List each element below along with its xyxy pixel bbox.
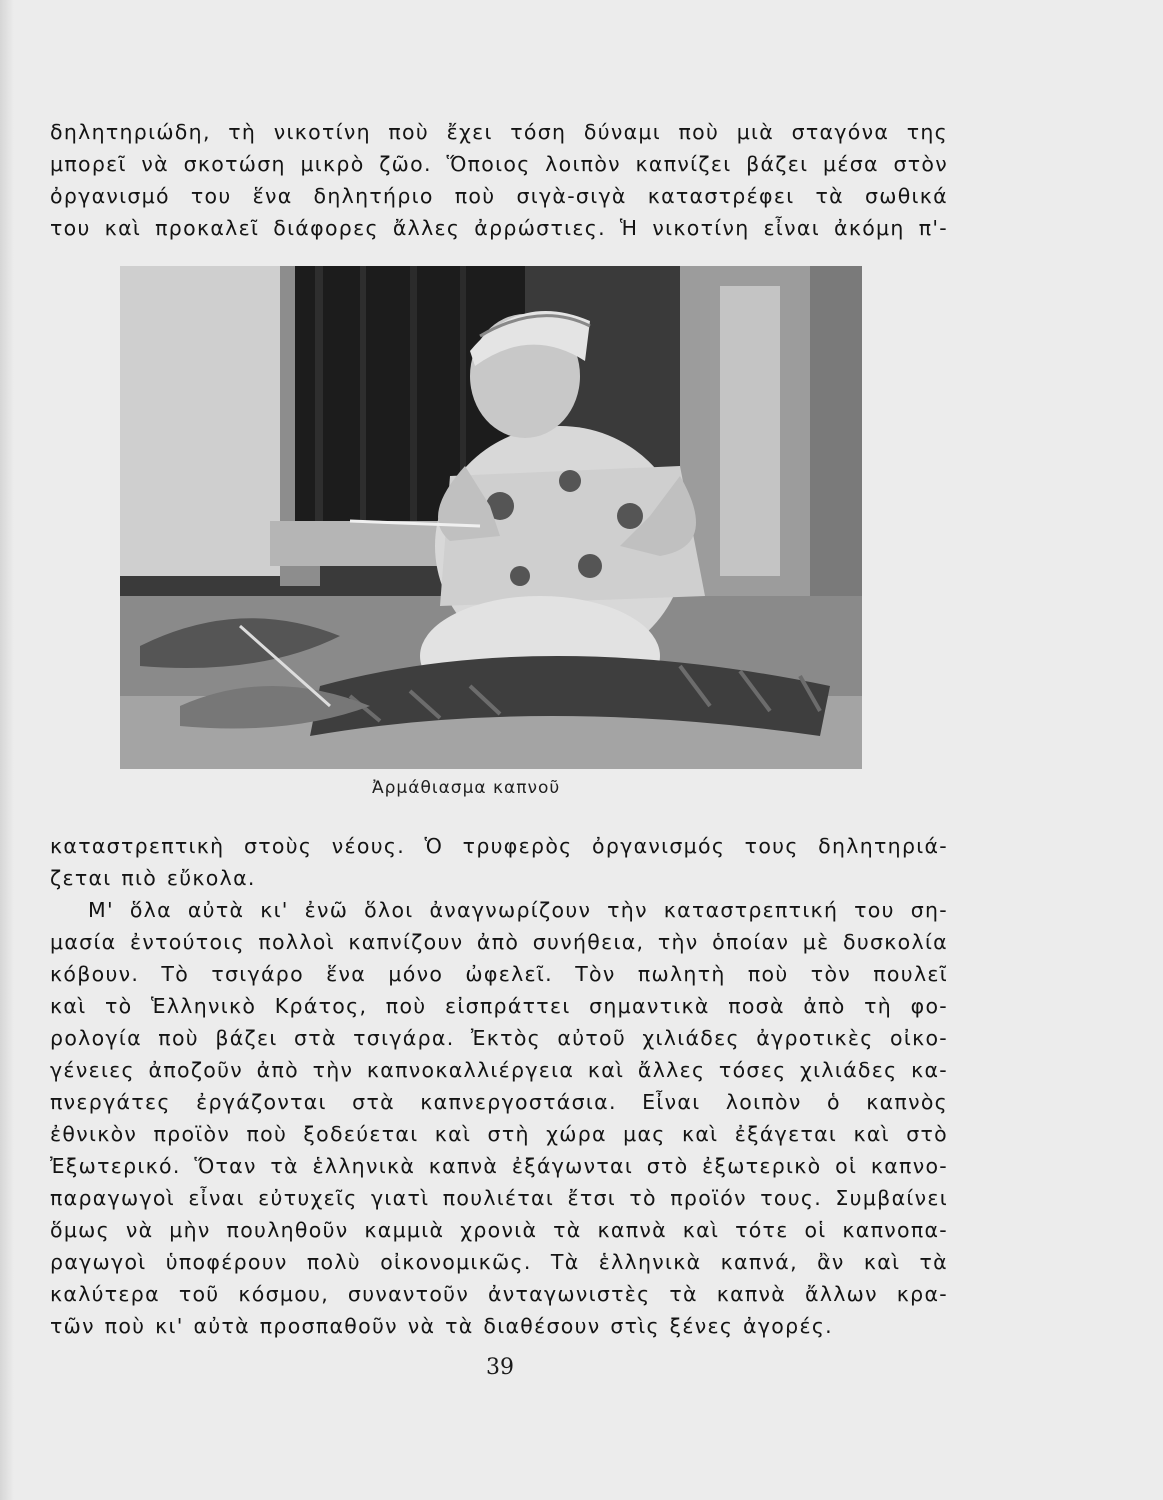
text-line: καὶ τὸ Ἑλληνικὸ Κράτος, ποὺ εἰσπράττει σημαντικὰ ποσὰ ἀπὸ τὴ φο- — [50, 994, 948, 1018]
text-line: ζεται πιὸ εὔκολα. — [50, 866, 256, 890]
paragraph-bottom — [50, 830, 948, 1342]
photo-caption: Ἀρμάθιασμα καπνοῦ — [372, 778, 561, 798]
text-line: γένειες ἀποζοῦν ἀπὸ τὴν καπνοκαλλιέργεια καὶ ἄλλες τόσες χιλιάδες κα- — [50, 1058, 948, 1082]
text-line: ὀργανισμό του ἕνα δηλητήριο ποὺ σιγὰ-σιγὰ καταστρέφει τὰ σωθικά — [50, 184, 948, 208]
text-line: ὅμως νὰ μὴν πουληθοῦν καμμιὰ χρονιὰ τὰ καπνὰ καὶ τότε οἱ καπνοπα- — [50, 1218, 948, 1242]
text-line: μπορεῖ νὰ σκοτώση μικρὸ ζῶο. Ὅποιος λοιπὸν καπνίζει βάζει μέσα στὸν — [50, 152, 948, 176]
photo-tobacco-stringing — [120, 266, 862, 769]
text-line: ἐθνικὸν προϊὸν ποὺ ξοδεύεται καὶ στὴ χώρα μας καὶ ἐξάγεται καὶ στὸ — [50, 1122, 948, 1146]
text-line: Ἐξωτερικό. Ὅταν τὰ ἑλληνικὰ καπνὰ ἐξάγωνται στὸ ἐξωτερικὸ οἱ καπνο- — [50, 1154, 948, 1178]
text-line: ραγωγοὶ ὑποφέρουν πολὺ οἰκονομικῶς. Τὰ ἑλληνικὰ καπνά, ἂν καὶ τὰ — [50, 1250, 948, 1274]
text-line: του καὶ προκαλεῖ διάφορες ἄλλες ἀρρώστιες. Ἡ νικοτίνη εἶναι ἀκόμη π'- — [50, 216, 948, 240]
text-line: κόβουν. Τὸ τσιγάρο ἕνα μόνο ὠφελεῖ. Τὸν πωλητὴ ποὺ τὸν πουλεῖ — [50, 962, 948, 986]
text-line: Μ' ὅλα αὐτὰ κι' ἐνῶ ὅλοι ἀναγνωρίζουν τὴν καταστρεπτική του ση- — [88, 898, 948, 922]
page-number: 39 — [486, 1355, 514, 1380]
photo-illustration — [120, 266, 862, 769]
text-line: πνεργάτες ἐργάζονται στὰ καπνεργοστάσια. Εἶναι λοιπὸν ὁ καπνὸς — [50, 1090, 948, 1114]
text-line: δηλητηριώδη, τὴ νικοτίνη ποὺ ἔχει τόση δύναμι ποὺ μιὰ σταγόνα της — [50, 120, 948, 144]
text-line: ρολογία ποὺ βάζει στὰ τσιγάρα. Ἐκτὸς αὐτοῦ χιλιάδες ἀγροτικὲς οἰκο- — [50, 1026, 948, 1050]
text-line: παραγωγοὶ εἶναι εὐτυχεῖς γιατὶ πουλιέται ἔτσι τὸ προϊόν τους. Συμβαίνει — [50, 1186, 948, 1210]
text-line: καταστρεπτικὴ στοὺς νέους. Ὁ τρυφερὸς ὀργανισμός τους δηλητηριά- — [50, 834, 948, 858]
text-line: τῶν ποὺ κι' αὐτὰ προσπαθοῦν νὰ τὰ διαθέσουν στὶς ξένες ἀγορές. — [50, 1314, 833, 1338]
text-line: μασία ἐντούτοις πολλοὶ καπνίζουν ἀπὸ συνήθεια, τὴν ὁποίαν μὲ δυσκολία — [50, 930, 948, 954]
text-line: καλύτερα τοῦ κόσμου, συναντοῦν ἀνταγωνιστὲς τὰ καπνὰ ἄλλων κρα- — [50, 1282, 948, 1306]
paragraph-top — [50, 116, 948, 244]
page-edge-shadow — [0, 0, 14, 1500]
